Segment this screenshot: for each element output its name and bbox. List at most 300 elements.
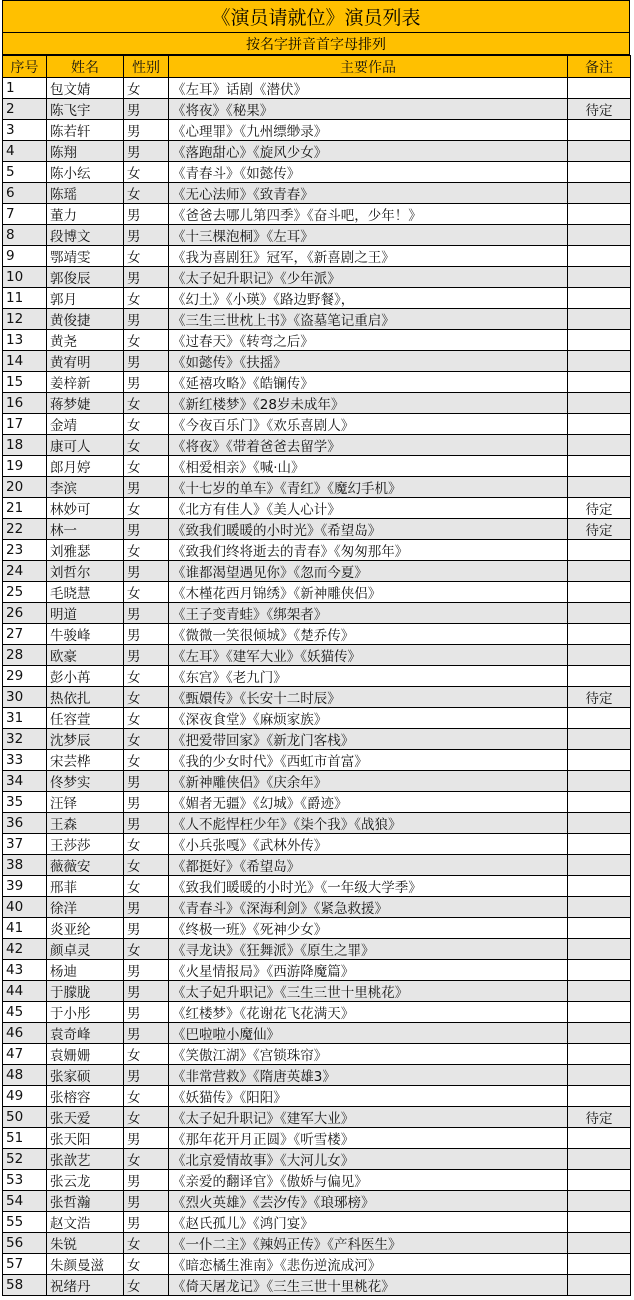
cell-name[interactable]: 徐洋 bbox=[47, 897, 124, 918]
cell-gender[interactable]: 男 bbox=[124, 813, 169, 834]
cell-name[interactable]: 姜梓新 bbox=[47, 372, 124, 393]
cell-name[interactable]: 金靖 bbox=[47, 414, 124, 435]
cell-note[interactable] bbox=[568, 141, 631, 162]
cell-note[interactable] bbox=[568, 78, 631, 99]
cell-gender[interactable]: 女 bbox=[124, 708, 169, 729]
cell-works[interactable]: 《都挺好》《希望岛》 bbox=[169, 855, 568, 876]
cell-works[interactable]: 《赵氏孤儿》《鸿门宴》 bbox=[169, 1212, 568, 1233]
cell-num[interactable]: 43 bbox=[3, 960, 47, 981]
cell-works[interactable]: 《相爱相亲》《喊·山》 bbox=[169, 456, 568, 477]
cell-gender[interactable]: 女 bbox=[124, 834, 169, 855]
cell-note[interactable] bbox=[568, 939, 631, 960]
cell-note[interactable]: 待定 bbox=[568, 498, 631, 519]
cell-note[interactable] bbox=[568, 582, 631, 603]
cell-note[interactable] bbox=[568, 225, 631, 246]
cell-works[interactable]: 《延禧攻略》《皓镧传》 bbox=[169, 372, 568, 393]
cell-note[interactable] bbox=[568, 204, 631, 225]
cell-num[interactable]: 34 bbox=[3, 771, 47, 792]
cell-note[interactable] bbox=[568, 1044, 631, 1065]
cell-note[interactable] bbox=[568, 288, 631, 309]
cell-works[interactable]: 《三生三世枕上书》《盗墓笔记重启》 bbox=[169, 309, 568, 330]
cell-name[interactable]: 朱颜曼滋 bbox=[47, 1254, 124, 1275]
cell-works[interactable]: 《红楼梦》《花谢花飞花满天》 bbox=[169, 1002, 568, 1023]
cell-gender[interactable]: 女 bbox=[124, 876, 169, 897]
cell-gender[interactable]: 女 bbox=[124, 78, 169, 99]
cell-note[interactable] bbox=[568, 792, 631, 813]
cell-num[interactable]: 42 bbox=[3, 939, 47, 960]
cell-works[interactable]: 《将夜》《带着爸爸去留学》 bbox=[169, 435, 568, 456]
cell-works[interactable]: 《过春天》《转弯之后》 bbox=[169, 330, 568, 351]
cell-gender[interactable]: 女 bbox=[124, 162, 169, 183]
cell-name[interactable]: 陈若轩 bbox=[47, 120, 124, 141]
cell-num[interactable]: 12 bbox=[3, 309, 47, 330]
cell-num[interactable]: 1 bbox=[3, 78, 47, 99]
cell-gender[interactable]: 男 bbox=[124, 792, 169, 813]
cell-note[interactable] bbox=[568, 162, 631, 183]
cell-num[interactable]: 11 bbox=[3, 288, 47, 309]
cell-note[interactable] bbox=[568, 435, 631, 456]
cell-gender[interactable]: 男 bbox=[124, 960, 169, 981]
cell-num[interactable]: 5 bbox=[3, 162, 47, 183]
cell-note[interactable]: 待定 bbox=[568, 1107, 631, 1128]
cell-name[interactable]: 王莎莎 bbox=[47, 834, 124, 855]
cell-note[interactable] bbox=[568, 1275, 631, 1296]
cell-works[interactable]: 《终极一班》《死神少女》 bbox=[169, 918, 568, 939]
cell-name[interactable]: 袁奇峰 bbox=[47, 1023, 124, 1044]
cell-note[interactable]: 待定 bbox=[568, 99, 631, 120]
cell-note[interactable] bbox=[568, 1233, 631, 1254]
cell-name[interactable]: 佟梦实 bbox=[47, 771, 124, 792]
cell-name[interactable]: 刘哲尔 bbox=[47, 561, 124, 582]
cell-num[interactable]: 14 bbox=[3, 351, 47, 372]
cell-name[interactable]: 郎月婷 bbox=[47, 456, 124, 477]
cell-name[interactable]: 林一 bbox=[47, 519, 124, 540]
cell-num[interactable]: 19 bbox=[3, 456, 47, 477]
cell-name[interactable]: 宋芸桦 bbox=[47, 750, 124, 771]
cell-works[interactable]: 《烈火英雄》《芸汐传》《琅琊榜》 bbox=[169, 1191, 568, 1212]
cell-num[interactable]: 16 bbox=[3, 393, 47, 414]
cell-name[interactable]: 朱锐 bbox=[47, 1233, 124, 1254]
cell-works[interactable]: 《心理罪》《九州缥缈录》 bbox=[169, 120, 568, 141]
cell-num[interactable]: 33 bbox=[3, 750, 47, 771]
cell-num[interactable]: 21 bbox=[3, 498, 47, 519]
table-row bbox=[3, 1002, 631, 1023]
cell-name[interactable]: 刘雅瑟 bbox=[47, 540, 124, 561]
cell-works[interactable]: 《我为喜剧狂》冠军，《新喜剧之王》 bbox=[169, 246, 568, 267]
cell-gender[interactable]: 女 bbox=[124, 1107, 169, 1128]
cell-name[interactable]: 任容萱 bbox=[47, 708, 124, 729]
cell-name[interactable]: 牛骏峰 bbox=[47, 624, 124, 645]
cell-name[interactable]: 于小彤 bbox=[47, 1002, 124, 1023]
cell-num[interactable]: 30 bbox=[3, 687, 47, 708]
cell-note[interactable] bbox=[568, 645, 631, 666]
cell-works[interactable]: 《那年花开月正圆》《听雪楼》 bbox=[169, 1128, 568, 1149]
cell-name[interactable]: 陈翔 bbox=[47, 141, 124, 162]
cell-note[interactable] bbox=[568, 120, 631, 141]
cell-works[interactable]: 《非常营救》《隋唐英雄3》 bbox=[169, 1065, 568, 1086]
header-row bbox=[3, 56, 631, 78]
cell-works[interactable]: 《落跑甜心》《旋风少女》 bbox=[169, 141, 568, 162]
cell-name[interactable]: 林妙可 bbox=[47, 498, 124, 519]
cell-note[interactable] bbox=[568, 1191, 631, 1212]
cell-num[interactable]: 8 bbox=[3, 225, 47, 246]
cell-gender[interactable]: 男 bbox=[124, 1065, 169, 1086]
cell-works[interactable]: 《一仆二主》《辣妈正传》《产科医生》 bbox=[169, 1233, 568, 1254]
cell-works[interactable]: 《人不彪悍枉少年》《柒个我》《战狼》 bbox=[169, 813, 568, 834]
cell-num[interactable]: 27 bbox=[3, 624, 47, 645]
cell-name[interactable]: 沈梦辰 bbox=[47, 729, 124, 750]
cell-works[interactable]: 《东宫》《老九门》 bbox=[169, 666, 568, 687]
cell-works[interactable]: 《笑傲江湖》《宫锁珠帘》 bbox=[169, 1044, 568, 1065]
cell-num[interactable]: 31 bbox=[3, 708, 47, 729]
cell-works[interactable]: 《幻土》《小瑛》《路边野餐》， bbox=[169, 288, 568, 309]
cell-works[interactable]: 《小兵张嘎》《武林外传》 bbox=[169, 834, 568, 855]
cell-note[interactable] bbox=[568, 414, 631, 435]
cell-num[interactable]: 35 bbox=[3, 792, 47, 813]
cell-note[interactable] bbox=[568, 918, 631, 939]
cell-num[interactable]: 17 bbox=[3, 414, 47, 435]
cell-name[interactable]: 李滨 bbox=[47, 477, 124, 498]
cell-works[interactable]: 《深夜食堂》《麻烦家族》 bbox=[169, 708, 568, 729]
cell-num[interactable]: 57 bbox=[3, 1254, 47, 1275]
cell-num[interactable]: 2 bbox=[3, 99, 47, 120]
cell-num[interactable]: 50 bbox=[3, 1107, 47, 1128]
cell-gender[interactable]: 男 bbox=[124, 1170, 169, 1191]
cell-gender[interactable]: 男 bbox=[124, 561, 169, 582]
cell-works[interactable]: 《致我们暖暖的小时光》《一年级大学季》 bbox=[169, 876, 568, 897]
cell-name[interactable]: 陈小纭 bbox=[47, 162, 124, 183]
cell-works[interactable]: 《谁都渴望遇见你》《忽而今夏》 bbox=[169, 561, 568, 582]
cell-name[interactable]: 毛晓慧 bbox=[47, 582, 124, 603]
cell-num[interactable]: 10 bbox=[3, 267, 47, 288]
cell-works[interactable]: 《青春斗》《深海利剑》《紧急救援》 bbox=[169, 897, 568, 918]
cell-works[interactable]: 《左耳》话剧《潜伏》 bbox=[169, 78, 568, 99]
cell-note[interactable] bbox=[568, 603, 631, 624]
cell-gender[interactable]: 男 bbox=[124, 981, 169, 1002]
cell-num[interactable]: 15 bbox=[3, 372, 47, 393]
cell-name[interactable]: 陈瑶 bbox=[47, 183, 124, 204]
cell-note[interactable] bbox=[568, 981, 631, 1002]
cell-num[interactable]: 23 bbox=[3, 540, 47, 561]
cell-works[interactable]: 《致我们终将逝去的青春》《匆匆那年》 bbox=[169, 540, 568, 561]
cell-gender[interactable]: 男 bbox=[124, 309, 169, 330]
cell-note[interactable]: 待定 bbox=[568, 687, 631, 708]
cell-gender[interactable]: 男 bbox=[124, 771, 169, 792]
cell-note[interactable] bbox=[568, 351, 631, 372]
cell-gender[interactable]: 女 bbox=[124, 750, 169, 771]
cell-num[interactable]: 44 bbox=[3, 981, 47, 1002]
cell-gender[interactable]: 女 bbox=[124, 393, 169, 414]
cell-works[interactable]: 《倚天屠龙记》《三生三世十里桃花》 bbox=[169, 1275, 568, 1296]
table-row bbox=[3, 855, 631, 876]
cell-note[interactable] bbox=[568, 708, 631, 729]
cell-works[interactable]: 《巴啦啦小魔仙》 bbox=[169, 1023, 568, 1044]
cell-gender[interactable]: 男 bbox=[124, 918, 169, 939]
cell-works[interactable]: 《左耳》《建军大业》《妖猫传》 bbox=[169, 645, 568, 666]
cell-num[interactable]: 28 bbox=[3, 645, 47, 666]
cell-num[interactable]: 7 bbox=[3, 204, 47, 225]
cell-note[interactable] bbox=[568, 855, 631, 876]
cell-name[interactable]: 于朦胧 bbox=[47, 981, 124, 1002]
cell-note[interactable] bbox=[568, 897, 631, 918]
cell-name[interactable]: 陈飞宇 bbox=[47, 99, 124, 120]
cell-gender[interactable]: 女 bbox=[124, 687, 169, 708]
cell-gender[interactable]: 女 bbox=[124, 1254, 169, 1275]
cell-works[interactable]: 《十三棵泡桐》《左耳》 bbox=[169, 225, 568, 246]
cell-num[interactable]: 55 bbox=[3, 1212, 47, 1233]
cell-works[interactable]: 《青春斗》《如懿传》 bbox=[169, 162, 568, 183]
cell-num[interactable]: 41 bbox=[3, 918, 47, 939]
cell-name[interactable]: 张云龙 bbox=[47, 1170, 124, 1191]
cell-works[interactable]: 《暗恋橘生淮南》《悲伤逆流成河》 bbox=[169, 1254, 568, 1275]
cell-name[interactable]: 张天爱 bbox=[47, 1107, 124, 1128]
cell-note[interactable]: 待定 bbox=[568, 519, 631, 540]
cell-works[interactable]: 《将夜》《秘果》 bbox=[169, 99, 568, 120]
cell-works[interactable]: 《太子妃升职记》《建军大业》 bbox=[169, 1107, 568, 1128]
cell-note[interactable] bbox=[568, 1170, 631, 1191]
cell-works[interactable]: 《新红楼梦》《28岁未成年》 bbox=[169, 393, 568, 414]
cell-num[interactable]: 9 bbox=[3, 246, 47, 267]
cell-gender[interactable]: 女 bbox=[124, 183, 169, 204]
header-num[interactable]: 序号 bbox=[3, 56, 47, 78]
cell-gender[interactable]: 女 bbox=[124, 540, 169, 561]
cell-gender[interactable]: 男 bbox=[124, 372, 169, 393]
cell-name[interactable]: 祝绪丹 bbox=[47, 1275, 124, 1296]
cell-name[interactable]: 热依扎 bbox=[47, 687, 124, 708]
cell-works[interactable]: 《太子妃升职记》《少年派》 bbox=[169, 267, 568, 288]
cell-name[interactable]: 张家硕 bbox=[47, 1065, 124, 1086]
cell-num[interactable]: 29 bbox=[3, 666, 47, 687]
cell-name[interactable]: 欧豪 bbox=[47, 645, 124, 666]
cell-gender[interactable]: 男 bbox=[124, 897, 169, 918]
cell-works[interactable]: 《新神雕侠侣》《庆余年》 bbox=[169, 771, 568, 792]
cell-num[interactable]: 24 bbox=[3, 561, 47, 582]
cell-gender[interactable]: 男 bbox=[124, 1023, 169, 1044]
cell-works[interactable]: 《我的少女时代》《西虹市首富》 bbox=[169, 750, 568, 771]
cell-gender[interactable]: 女 bbox=[124, 1044, 169, 1065]
cell-works[interactable]: 《北方有佳人》《美人心计》 bbox=[169, 498, 568, 519]
cell-name[interactable]: 袁姗姗 bbox=[47, 1044, 124, 1065]
cell-num[interactable]: 54 bbox=[3, 1191, 47, 1212]
cell-note[interactable] bbox=[568, 1128, 631, 1149]
table-row bbox=[3, 1254, 631, 1275]
cell-name[interactable]: 明道 bbox=[47, 603, 124, 624]
cell-works[interactable]: 《媚者无疆》《幻城》《爵迹》 bbox=[169, 792, 568, 813]
cell-name[interactable]: 黄尧 bbox=[47, 330, 124, 351]
cell-note[interactable] bbox=[568, 183, 631, 204]
cell-name[interactable]: 张歆艺 bbox=[47, 1149, 124, 1170]
cell-gender[interactable]: 男 bbox=[124, 141, 169, 162]
cell-works[interactable]: 《寻龙诀》《狂舞派》《原生之罪》 bbox=[169, 939, 568, 960]
cell-num[interactable]: 32 bbox=[3, 729, 47, 750]
table-row bbox=[3, 393, 631, 414]
cell-gender[interactable]: 男 bbox=[124, 477, 169, 498]
cell-gender[interactable]: 男 bbox=[124, 1212, 169, 1233]
cell-num[interactable]: 20 bbox=[3, 477, 47, 498]
cell-name[interactable]: 薇薇安 bbox=[47, 855, 124, 876]
cell-name[interactable]: 邢菲 bbox=[47, 876, 124, 897]
cell-note[interactable] bbox=[568, 1086, 631, 1107]
cell-note[interactable] bbox=[568, 330, 631, 351]
cell-gender[interactable]: 女 bbox=[124, 729, 169, 750]
cell-num[interactable]: 6 bbox=[3, 183, 47, 204]
cell-works[interactable]: 《甄嬛传》《长安十二时辰》 bbox=[169, 687, 568, 708]
cell-works[interactable]: 《王子变青蛙》《绑架者》 bbox=[169, 603, 568, 624]
cell-num[interactable]: 36 bbox=[3, 813, 47, 834]
cell-num[interactable]: 13 bbox=[3, 330, 47, 351]
cell-gender[interactable]: 男 bbox=[124, 603, 169, 624]
cell-gender[interactable]: 女 bbox=[124, 1275, 169, 1296]
cell-note[interactable] bbox=[568, 834, 631, 855]
cell-num[interactable]: 51 bbox=[3, 1128, 47, 1149]
cell-works[interactable]: 《把爱带回家》《新龙门客栈》 bbox=[169, 729, 568, 750]
cell-name[interactable]: 王森 bbox=[47, 813, 124, 834]
cell-name[interactable]: 颜卓灵 bbox=[47, 939, 124, 960]
cell-num[interactable]: 25 bbox=[3, 582, 47, 603]
cell-note[interactable] bbox=[568, 393, 631, 414]
cell-name[interactable]: 包文婧 bbox=[47, 78, 124, 99]
cell-name[interactable]: 黄俊捷 bbox=[47, 309, 124, 330]
cell-note[interactable] bbox=[568, 267, 631, 288]
cell-gender[interactable]: 女 bbox=[124, 330, 169, 351]
cell-note[interactable] bbox=[568, 246, 631, 267]
cell-num[interactable]: 18 bbox=[3, 435, 47, 456]
cell-note[interactable] bbox=[568, 372, 631, 393]
cell-name[interactable]: 康可人 bbox=[47, 435, 124, 456]
cell-name[interactable]: 张哲瀚 bbox=[47, 1191, 124, 1212]
cell-num[interactable]: 3 bbox=[3, 120, 47, 141]
cell-num[interactable]: 53 bbox=[3, 1170, 47, 1191]
cell-gender[interactable]: 男 bbox=[124, 99, 169, 120]
cell-gender[interactable]: 女 bbox=[124, 414, 169, 435]
cell-gender[interactable]: 男 bbox=[124, 225, 169, 246]
cell-num[interactable]: 46 bbox=[3, 1023, 47, 1044]
cell-name[interactable]: 黄宥明 bbox=[47, 351, 124, 372]
cell-gender[interactable]: 女 bbox=[124, 1086, 169, 1107]
cell-name[interactable]: 汪铎 bbox=[47, 792, 124, 813]
cell-note[interactable] bbox=[568, 309, 631, 330]
cell-name[interactable]: 赵文浩 bbox=[47, 1212, 124, 1233]
header-works[interactable]: 主要作品 bbox=[169, 56, 568, 78]
cell-name[interactable]: 董力 bbox=[47, 204, 124, 225]
cell-num[interactable]: 26 bbox=[3, 603, 47, 624]
cell-num[interactable]: 37 bbox=[3, 834, 47, 855]
cell-note[interactable] bbox=[568, 876, 631, 897]
header-note[interactable]: 备注 bbox=[568, 56, 631, 78]
cell-num[interactable]: 56 bbox=[3, 1233, 47, 1254]
cell-gender[interactable]: 男 bbox=[124, 204, 169, 225]
header-gender[interactable]: 性别 bbox=[124, 56, 169, 78]
cell-num[interactable]: 45 bbox=[3, 1002, 47, 1023]
header-name[interactable]: 姓名 bbox=[47, 56, 124, 78]
cell-note[interactable] bbox=[568, 540, 631, 561]
cell-gender[interactable]: 女 bbox=[124, 855, 169, 876]
cell-name[interactable]: 炎亚纶 bbox=[47, 918, 124, 939]
cell-note[interactable] bbox=[568, 729, 631, 750]
cell-gender[interactable]: 女 bbox=[124, 435, 169, 456]
cell-gender[interactable]: 女 bbox=[124, 666, 169, 687]
cell-note[interactable] bbox=[568, 624, 631, 645]
cell-num[interactable]: 39 bbox=[3, 876, 47, 897]
cell-name[interactable]: 郭月 bbox=[47, 288, 124, 309]
cell-note[interactable] bbox=[568, 1023, 631, 1044]
cell-works[interactable]: 《亲爱的翻译官》《傲娇与偏见》 bbox=[169, 1170, 568, 1191]
cell-gender[interactable]: 男 bbox=[124, 645, 169, 666]
cell-name[interactable]: 彭小苒 bbox=[47, 666, 124, 687]
cell-note[interactable] bbox=[568, 666, 631, 687]
cell-gender[interactable]: 男 bbox=[124, 1002, 169, 1023]
cell-works[interactable]: 《十七岁的单车》《青红》《魔幻手机》 bbox=[169, 477, 568, 498]
cell-works[interactable]: 《木槿花西月锦绣》《新神雕侠侣》 bbox=[169, 582, 568, 603]
cell-num[interactable]: 52 bbox=[3, 1149, 47, 1170]
cell-num[interactable]: 47 bbox=[3, 1044, 47, 1065]
cell-gender[interactable]: 男 bbox=[124, 624, 169, 645]
cell-works[interactable]: 《妖猫传》《阳阳》 bbox=[169, 1086, 568, 1107]
cell-note[interactable] bbox=[568, 1212, 631, 1233]
cell-gender[interactable]: 女 bbox=[124, 288, 169, 309]
cell-name[interactable]: 张天阳 bbox=[47, 1128, 124, 1149]
cell-name[interactable]: 蒋梦婕 bbox=[47, 393, 124, 414]
cell-gender[interactable]: 女 bbox=[124, 1233, 169, 1254]
cell-note[interactable] bbox=[568, 813, 631, 834]
cell-name[interactable]: 鄂靖雯 bbox=[47, 246, 124, 267]
cell-works[interactable]: 《太子妃升职记》《三生三世十里桃花》 bbox=[169, 981, 568, 1002]
cell-note[interactable] bbox=[568, 750, 631, 771]
cell-gender[interactable]: 男 bbox=[124, 519, 169, 540]
cell-num[interactable]: 4 bbox=[3, 141, 47, 162]
cell-num[interactable]: 58 bbox=[3, 1275, 47, 1296]
cell-gender[interactable]: 男 bbox=[124, 120, 169, 141]
cell-note[interactable] bbox=[568, 1065, 631, 1086]
cell-name[interactable]: 杨迪 bbox=[47, 960, 124, 981]
cell-works[interactable]: 《北京爱情故事》《大河儿女》 bbox=[169, 1149, 568, 1170]
cell-works[interactable]: 《微微一笑很倾城》《楚乔传》 bbox=[169, 624, 568, 645]
cell-gender[interactable]: 女 bbox=[124, 939, 169, 960]
cell-works[interactable]: 《爸爸去哪儿第四季》《奋斗吧，少年！》 bbox=[169, 204, 568, 225]
cell-works[interactable]: 《火星情报局》《西游降魔篇》 bbox=[169, 960, 568, 981]
cell-gender[interactable]: 女 bbox=[124, 1149, 169, 1170]
cell-gender[interactable]: 女 bbox=[124, 498, 169, 519]
cell-note[interactable] bbox=[568, 960, 631, 981]
cell-works[interactable]: 《无心法师》《致青春》 bbox=[169, 183, 568, 204]
cell-note[interactable] bbox=[568, 771, 631, 792]
cell-name[interactable]: 郭俊辰 bbox=[47, 267, 124, 288]
cell-gender[interactable]: 男 bbox=[124, 267, 169, 288]
cell-note[interactable] bbox=[568, 456, 631, 477]
cell-gender[interactable]: 女 bbox=[124, 246, 169, 267]
cell-num[interactable]: 40 bbox=[3, 897, 47, 918]
cell-note[interactable] bbox=[568, 1149, 631, 1170]
cell-works[interactable]: 《如懿传》《扶摇》 bbox=[169, 351, 568, 372]
cell-note[interactable] bbox=[568, 1254, 631, 1275]
cell-num[interactable]: 49 bbox=[3, 1086, 47, 1107]
cell-gender[interactable]: 男 bbox=[124, 1128, 169, 1149]
cell-num[interactable]: 22 bbox=[3, 519, 47, 540]
cell-gender[interactable]: 男 bbox=[124, 1191, 169, 1212]
cell-note[interactable] bbox=[568, 1002, 631, 1023]
cell-name[interactable]: 段博文 bbox=[47, 225, 124, 246]
cell-works[interactable]: 《今夜百乐门》《欢乐喜剧人》 bbox=[169, 414, 568, 435]
cell-gender[interactable]: 女 bbox=[124, 456, 169, 477]
cell-works[interactable]: 《致我们暖暖的小时光》《希望岛》 bbox=[169, 519, 568, 540]
cell-num[interactable]: 48 bbox=[3, 1065, 47, 1086]
cell-note[interactable] bbox=[568, 477, 631, 498]
cell-gender[interactable]: 女 bbox=[124, 582, 169, 603]
cell-num[interactable]: 38 bbox=[3, 855, 47, 876]
cell-note[interactable] bbox=[568, 561, 631, 582]
cell-gender[interactable]: 男 bbox=[124, 351, 169, 372]
cell-name[interactable]: 张榕容 bbox=[47, 1086, 124, 1107]
